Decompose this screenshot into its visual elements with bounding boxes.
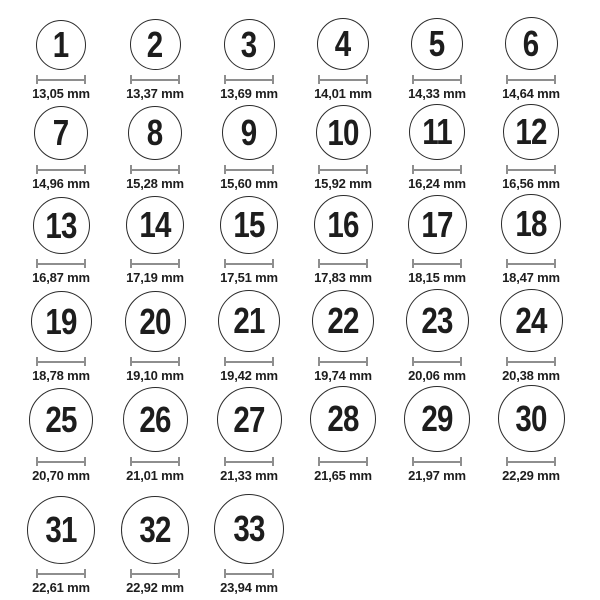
ring-size-number: 28 [327,398,359,440]
chart-row [14,192,600,286]
ring-circle [503,104,559,160]
diameter-label: 13,05 mm [32,86,90,102]
ruler-tick-right [554,165,556,174]
ring-size-item [14,286,108,384]
diameter-label: 15,60 mm [220,176,278,192]
ruler-line [413,169,461,171]
diameter-ruler [224,165,274,174]
ruler-line [319,461,367,463]
ruler-tick-right [272,357,274,366]
diameter-ruler [506,357,556,366]
ring-circle [406,289,469,352]
diameter-ruler [130,569,180,578]
ring-size-number: 11 [422,111,452,153]
ruler-tick-right [554,259,556,268]
ring-size-item [296,384,390,484]
diameter-ruler [224,259,274,268]
ring-size-item [202,192,296,286]
ruler-line [507,79,555,81]
diameter-label: 22,29 mm [502,468,560,484]
ruler-line [225,361,273,363]
ruler-tick-right [554,75,556,84]
ring-size-item [296,6,390,102]
diameter-ruler [224,75,274,84]
ruler-line [37,169,85,171]
diameter-ruler [130,75,180,84]
ruler-tick-right [366,75,368,84]
ruler-tick-right [554,357,556,366]
ruler-line [225,263,273,265]
ruler-line [37,263,85,265]
ring-size-number: 31 [45,509,77,551]
ruler-line [131,461,179,463]
ring-size-number: 13 [45,204,77,246]
ring-circle [33,197,90,254]
ruler-line [225,573,273,575]
ring-size-number: 29 [421,398,453,440]
ring-size-number: 7 [53,112,69,154]
ring-size-number: 30 [515,397,547,439]
chart-row [14,102,600,192]
ring-circle [222,105,277,160]
ring-size-item [202,484,296,596]
diameter-label: 20,70 mm [32,468,90,484]
diameter-label: 23,94 mm [220,580,278,596]
ruler-tick-right [272,259,274,268]
ruler-line [319,263,367,265]
diameter-ruler [130,457,180,466]
ring-circle [224,19,275,70]
ring-size-number: 24 [515,299,547,341]
diameter-label: 22,92 mm [126,580,184,596]
ring-circle [36,20,86,70]
ruler-line [37,573,85,575]
ruler-tick-right [178,165,180,174]
ruler-tick-right [84,75,86,84]
ruler-line [319,169,367,171]
diameter-label: 21,01 mm [126,468,184,484]
diameter-ruler [318,357,368,366]
ring-size-item [108,384,202,484]
ruler-tick-right [366,457,368,466]
ring-circle [316,105,371,160]
diameter-label: 17,83 mm [314,270,372,286]
ring-size-number: 4 [335,23,351,65]
diameter-ruler [36,457,86,466]
diameter-ruler [130,165,180,174]
ring-size-item [390,384,484,484]
ruler-line [131,169,179,171]
ring-size-item [202,6,296,102]
ruler-line [37,361,85,363]
diameter-ruler [506,457,556,466]
ruler-line [131,79,179,81]
ruler-line [131,361,179,363]
ruler-line [131,263,179,265]
ruler-tick-right [460,259,462,268]
ruler-line [413,79,461,81]
diameter-label: 14,96 mm [32,176,90,192]
diameter-ruler [506,165,556,174]
diameter-ruler [318,259,368,268]
ring-size-number: 33 [233,508,265,550]
diameter-ruler [36,569,86,578]
ring-circle [217,387,282,452]
ring-size-item [390,286,484,384]
ring-size-number: 12 [515,111,547,153]
chart-row [14,286,600,384]
diameter-ruler [412,357,462,366]
ring-size-number: 26 [139,398,171,440]
ruler-tick-right [84,357,86,366]
diameter-label: 13,37 mm [126,86,184,102]
ring-size-number: 17 [421,203,453,245]
ring-size-number: 25 [45,399,77,441]
ring-circle [314,195,373,254]
diameter-ruler [224,357,274,366]
ring-size-item [14,6,108,102]
ring-circle [34,106,88,160]
diameter-label: 18,78 mm [32,368,90,384]
ring-size-item [108,6,202,102]
ring-size-number: 19 [45,300,77,342]
ring-size-number: 20 [139,300,171,342]
diameter-ruler [36,357,86,366]
diameter-label: 21,65 mm [314,468,372,484]
ruler-line [131,573,179,575]
diameter-label: 20,38 mm [502,368,560,384]
ring-size-number: 2 [147,23,163,65]
ruler-tick-right [554,457,556,466]
ring-size-number: 23 [421,299,453,341]
diameter-label: 17,51 mm [220,270,278,286]
ruler-line [225,79,273,81]
ring-size-item [296,192,390,286]
ring-circle [312,290,374,352]
ruler-tick-right [460,75,462,84]
diameter-label: 17,19 mm [126,270,184,286]
ruler-tick-right [272,569,274,578]
diameter-label: 20,06 mm [408,368,466,384]
diameter-label: 19,74 mm [314,368,372,384]
ring-circle [498,385,565,452]
ring-circle [505,17,558,70]
ring-circle [27,496,95,564]
diameter-label: 22,61 mm [32,580,90,596]
ring-size-item [108,192,202,286]
diameter-label: 19,10 mm [126,368,184,384]
diameter-ruler [412,259,462,268]
ruler-tick-right [178,75,180,84]
ruler-line [319,361,367,363]
ruler-line [225,461,273,463]
ring-size-number: 1 [53,24,69,66]
ruler-tick-right [84,259,86,268]
ring-size-item [108,286,202,384]
ring-circle [218,290,280,352]
ruler-tick-right [366,165,368,174]
ring-circle [31,291,92,352]
ring-circle [404,386,470,452]
diameter-ruler [224,569,274,578]
ring-size-item [484,102,578,192]
diameter-label: 15,92 mm [314,176,372,192]
ring-size-item [484,384,578,484]
ring-circle [409,104,465,160]
diameter-ruler [36,165,86,174]
ring-size-number: 32 [139,509,171,551]
diameter-ruler [318,457,368,466]
ring-size-number: 5 [429,23,445,65]
ruler-line [37,461,85,463]
ruler-tick-right [460,357,462,366]
ring-size-item [108,484,202,596]
diameter-label: 18,15 mm [408,270,466,286]
ring-size-item [484,192,578,286]
diameter-ruler [130,259,180,268]
ruler-tick-right [84,165,86,174]
ruler-tick-right [366,357,368,366]
diameter-ruler [318,75,368,84]
diameter-ruler [412,165,462,174]
ring-size-number: 22 [327,300,359,342]
ruler-line [507,263,555,265]
ruler-tick-right [272,165,274,174]
ring-circle [126,196,184,254]
ring-size-item [484,6,578,102]
ruler-line [507,361,555,363]
ring-size-number: 10 [327,111,359,153]
ring-circle [310,386,376,452]
ring-size-number: 18 [515,203,547,245]
ring-circle [128,106,182,160]
ring-circle [220,196,278,254]
ring-size-item [390,102,484,192]
diameter-label: 14,64 mm [502,86,560,102]
ring-size-item [296,102,390,192]
diameter-label: 21,33 mm [220,468,278,484]
ring-size-item [202,384,296,484]
diameter-label: 18,47 mm [502,270,560,286]
ring-size-number: 16 [327,203,359,245]
diameter-label: 19,42 mm [220,368,278,384]
diameter-ruler [506,75,556,84]
ring-size-item [14,102,108,192]
ruler-line [413,263,461,265]
ring-circle [123,387,188,452]
diameter-label: 16,56 mm [502,176,560,192]
ring-size-number: 15 [233,204,265,246]
ring-circle [408,195,467,254]
diameter-label: 16,24 mm [408,176,466,192]
chart-row [14,384,600,484]
ring-size-item [14,484,108,596]
ring-size-number: 21 [233,300,265,342]
ring-size-item [108,102,202,192]
ring-circle [130,19,181,70]
diameter-ruler [506,259,556,268]
diameter-label: 14,33 mm [408,86,466,102]
ring-size-item [202,286,296,384]
diameter-label: 16,87 mm [32,270,90,286]
ruler-tick-right [178,357,180,366]
ring-circle [411,18,463,70]
diameter-ruler [224,457,274,466]
ring-size-item [14,384,108,484]
ruler-line [507,169,555,171]
ruler-line [413,461,461,463]
ring-size-number: 6 [523,22,539,64]
ruler-line [413,361,461,363]
ring-size-item [390,192,484,286]
ring-circle [125,291,186,352]
ring-size-number: 27 [233,398,265,440]
ruler-line [225,169,273,171]
ruler-tick-right [178,457,180,466]
ruler-tick-right [84,457,86,466]
ring-size-number: 3 [241,23,257,65]
ruler-tick-right [178,569,180,578]
ring-circle [317,18,369,70]
ring-circle [500,289,563,352]
diameter-label: 15,28 mm [126,176,184,192]
ring-circle [29,388,93,452]
ring-size-item [14,192,108,286]
diameter-ruler [318,165,368,174]
ruler-tick-right [460,457,462,466]
ruler-line [507,461,555,463]
diameter-ruler [36,75,86,84]
chart-row [14,6,600,102]
ruler-tick-right [272,457,274,466]
ruler-tick-right [272,75,274,84]
ring-size-item [296,286,390,384]
ring-circle [501,194,561,254]
ring-size-number: 14 [139,204,171,246]
ruler-tick-right [178,259,180,268]
diameter-label: 14,01 mm [314,86,372,102]
ring-size-item [202,102,296,192]
ring-size-item [484,286,578,384]
diameter-ruler [36,259,86,268]
ruler-tick-right [366,259,368,268]
ring-circle [121,496,189,564]
diameter-ruler [130,357,180,366]
diameter-label: 21,97 mm [408,468,466,484]
ring-size-number: 8 [147,112,163,154]
diameter-ruler [412,457,462,466]
chart-row [14,484,600,596]
diameter-ruler [412,75,462,84]
ring-size-item [390,6,484,102]
ring-circle [214,494,284,564]
ruler-line [37,79,85,81]
ring-size-number: 9 [241,111,257,153]
ruler-tick-right [460,165,462,174]
diameter-label: 13,69 mm [220,86,278,102]
ruler-line [319,79,367,81]
ruler-tick-right [84,569,86,578]
